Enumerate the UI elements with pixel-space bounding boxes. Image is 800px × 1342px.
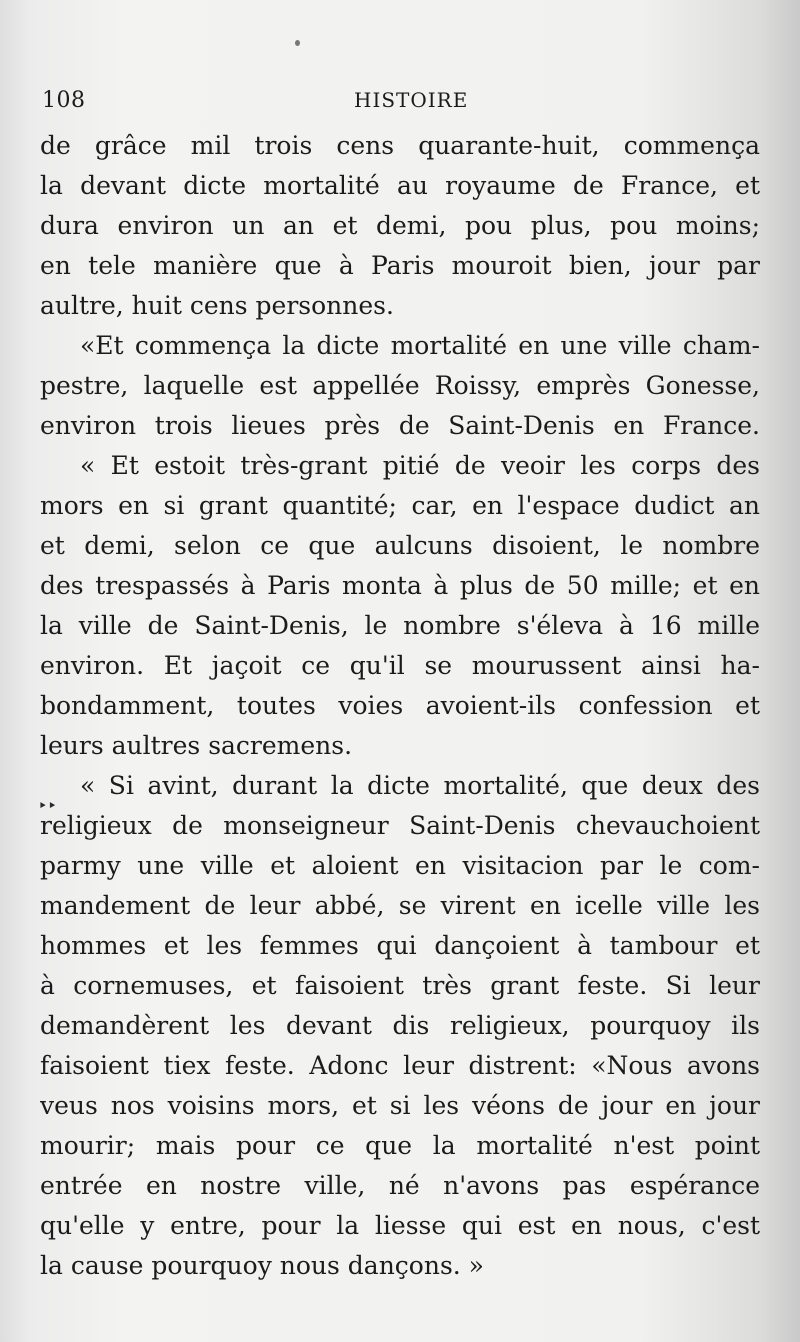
text-line: la devant dicte mortalité au royaume de France, et <box>40 171 760 200</box>
text-line: en tele manière que à Paris mouroit bien, jour par <box>40 251 760 280</box>
text-line: environ. Et jaçoit ce qu'il se mourussent ainsi ha- <box>40 651 760 680</box>
text-line: bondamment, toutes voies avoient-ils confession et <box>40 691 760 720</box>
text-line: faisoient tiex feste. Adonc leur distrent: «Nous avons <box>40 1051 760 1080</box>
text-line: veus nos voisins mors, et si les véons de jour en jour <box>40 1091 760 1120</box>
paragraph-mark-icon: ‣‣ <box>38 796 57 815</box>
text-line: dura environ un an et demi, pou plus, pou moins; <box>40 211 760 240</box>
text-line: de grâce mil trois cens quarante-huit, commença <box>40 131 760 160</box>
text-line: hommes et les femmes qui dançoient à tambour et <box>40 931 760 960</box>
text-line: pestre, laquelle est appellée Roissy, emprès Gonesse, <box>40 371 760 400</box>
text-line: «Et commença la dicte mortalité en une ville cham- <box>80 331 760 360</box>
text-line: religieux de monseigneur Saint-Denis chevauchoient <box>40 811 760 840</box>
text-line: aultre, huit cens personnes. <box>40 291 394 320</box>
text-line: entrée en nostre ville, né n'avons pas espérance <box>40 1171 760 1200</box>
page-number: 108 <box>42 88 86 113</box>
text-line: à cornemuses, et faisoient très grant feste. Si leur <box>40 971 760 1000</box>
text-line: « Et estoit très-grant pitié de veoir les corps des <box>80 451 760 480</box>
text-line: mourir; mais pour ce que la mortalité n'est point <box>40 1131 760 1160</box>
text-line: parmy une ville et aloient en visitacion par le com- <box>40 851 760 880</box>
ink-speck <box>295 40 300 46</box>
running-title: HISTOIRE <box>354 88 469 112</box>
text-line: mandement de leur abbé, se virent en icelle ville les <box>40 891 760 920</box>
body-text <box>40 126 760 1286</box>
text-line: qu'elle y entre, pour la liesse qui est en nous, c'est <box>40 1211 760 1240</box>
text-line: et demi, selon ce que aulcuns disoient, le nombre <box>40 531 760 560</box>
text-line: « Si avint, durant la dicte mortalité, que deux des <box>80 771 760 800</box>
text-line: demandèrent les devant dis religieux, pourquoy ils <box>40 1011 760 1040</box>
text-line: la cause pourquoy nous dançons. » <box>40 1251 484 1280</box>
text-line: des trespassés à Paris monta à plus de 50 mille; et en <box>40 571 760 600</box>
text-line: environ trois lieues près de Saint-Denis en France. <box>40 411 760 440</box>
page-header <box>42 88 762 118</box>
text-line: la ville de Saint-Denis, le nombre s'éleva à 16 mille <box>40 611 760 640</box>
text-line: mors en si grant quantité; car, en l'espace dudict an <box>40 491 760 520</box>
text-line: leurs aultres sacremens. <box>40 731 353 760</box>
